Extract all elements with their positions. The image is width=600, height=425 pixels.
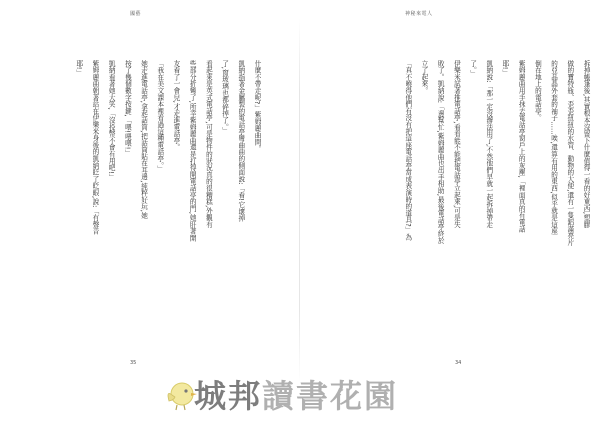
- text-line: 凱納說:「那一定沒辦法用了,不然他們早就一起拆掉帶走: [484, 60, 493, 228]
- text-line: 立了起來。: [419, 60, 428, 94]
- text-line: 紫姆麗曲朝著站在伊樂米身後的凱納眨了眨眼,說:「有聲音: [90, 60, 99, 235]
- text-line: 了。」: [468, 60, 477, 78]
- text-line: 她走進電話亭,拿起話筒,把話筒貼在耳邊,純粹好玩,她: [139, 60, 148, 219]
- left-page-number: 35: [130, 360, 137, 366]
- text-line: 敗了。凱納說:「邊幫忙,紫姆麗曲也出手相助,最後電話亭終於: [436, 60, 445, 244]
- text-line: 些部分折彎了,所幸紫姆麗曲還是打得開電話亭的門,她肝著開: [188, 60, 197, 242]
- text-line: 伊樂米試著推電話亭,看看能不能把電話亭立起來,可是失: [452, 60, 461, 228]
- right-page-number: 34: [455, 360, 462, 366]
- text-line: 友看了一會兒,才走進電話亭。: [171, 60, 180, 151]
- text-line: 凱納指著金屬製的電話亭彎曲曲的側面說:「看!它壞掉: [236, 60, 245, 222]
- text-line: 凱納看著她大笑,「沒投幣不會有用吧!」: [107, 60, 116, 181]
- text-line: 了,窗玻璃也都碎掉了。」: [220, 60, 229, 134]
- watermark-text-a: 城邦: [194, 377, 263, 415]
- watermark: [160, 368, 480, 414]
- text-line: 倒在地上的電話亭。: [533, 60, 542, 122]
- watermark-text-b: 讀書花園: [262, 377, 399, 415]
- left-page-header: 國藝: [130, 11, 142, 17]
- text-line: 按了幾個數字按鍵,「喂!喂喂!」: [123, 60, 132, 157]
- watermark-text: [194, 371, 398, 417]
- right-page-header: 神秘來電人: [405, 11, 433, 17]
- text-line: 看起來是英式電話亭,可是物件的狀況真的很糟糕,外觀有: [204, 60, 213, 228]
- text-line: 「真不曉得他們有沒有把這座電話亭當成表演時的道具?」為: [403, 60, 412, 241]
- text-line: 做的寶特瓶、歪歪扭扭的水管、動物的大便,還有一隻鋁滿亮片: [565, 60, 574, 246]
- text-line: 的亞品晶外套的袖子……唉,還算有用的東西,似乎就是這座: [549, 60, 558, 235]
- text-line: 拆掉帳篷後,其實根本沒留下什麼值得一看的好東西,塑膠: [582, 60, 590, 228]
- right-page-text: [314, 60, 594, 345]
- text-line: 什麼不帶走呢?」紫姆麗曲問。: [253, 60, 261, 153]
- left-page-text: [55, 60, 265, 345]
- text-line: 「我在美文課本裡看過這種電話亭。」: [155, 60, 164, 173]
- text-line: 耶!」: [500, 60, 509, 77]
- text-line: 紫姆麗曲用手抹去電話亭窗戶上的灰塵,「裡面真的有電話: [517, 60, 526, 233]
- text-line: 耶!」: [74, 60, 83, 77]
- right-page: [300, 0, 600, 425]
